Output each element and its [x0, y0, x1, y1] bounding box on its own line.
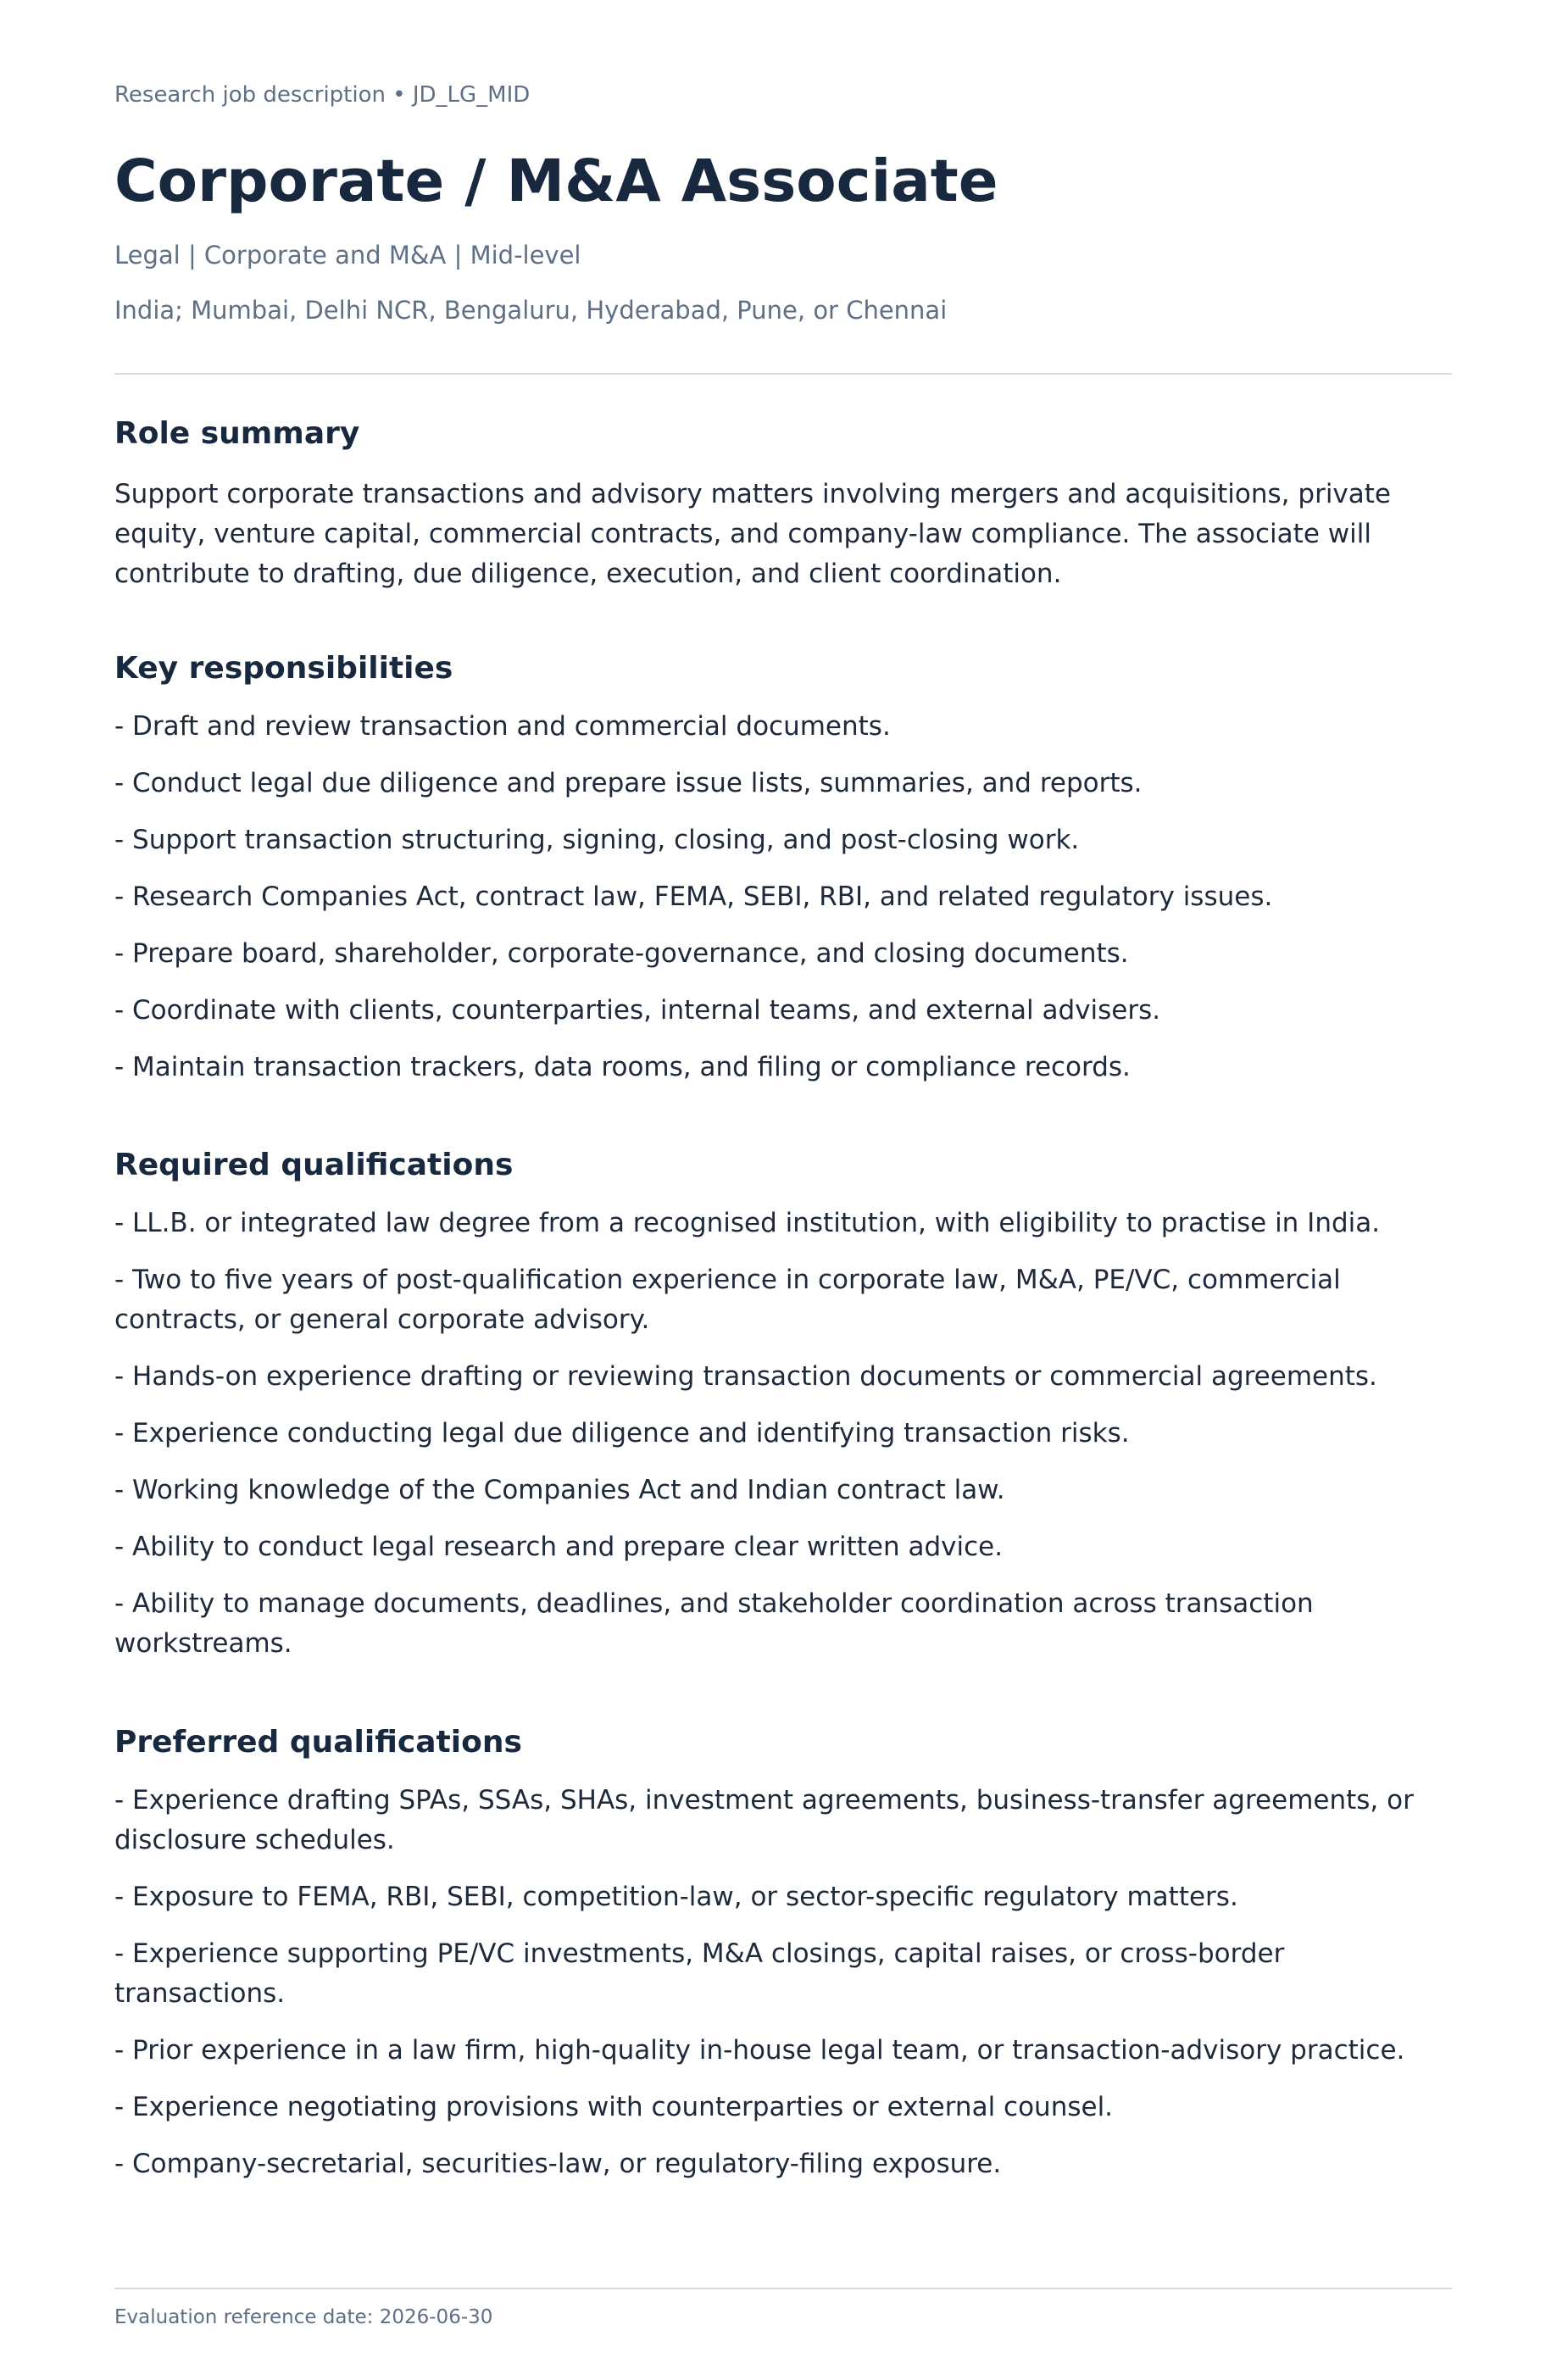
list-item: - Research Companies Act, contract law, FEMA, SEBI, RBI, and related regulatory issues.	[114, 881, 1273, 912]
required-qualifications-section	[114, 1147, 1452, 1681]
role-summary-text: Support corporate transactions and advisory matters involving mergers and acquisitions, private equity, venture capital, commercial contracts, and company-law compliance. The associate will contribute to drafting, due diligence, execution, and client coordination.	[114, 479, 1391, 589]
role-summary-section	[114, 415, 1452, 594]
required-qualifications-heading: Required qualifications	[114, 1148, 514, 1182]
preferred-qualifications-heading: Preferred qualifications	[114, 1725, 522, 1760]
responsibilities-section	[114, 650, 1452, 1104]
list-item: - Hands-on experience drafting or reviewing transaction documents or commercial agreements.	[114, 1361, 1377, 1392]
header-divider	[114, 373, 1452, 375]
preferred-qualifications-section	[114, 1724, 1452, 2201]
responsibilities-heading: Key responsibilities	[114, 651, 453, 686]
list-item: - Working knowledge of the Companies Act and Indian contract law.	[114, 1475, 1005, 1505]
preferred-qualifications-list	[114, 1781, 1452, 2184]
list-item: - Experience supporting PE/VC investments, M&A closings, capital raises, or cross-border transactions.	[114, 1938, 1285, 2009]
list-item: - Maintain transaction trackers, data rooms, and filing or compliance records.	[114, 1052, 1131, 1082]
list-item: - Ability to manage documents, deadlines, and stakeholder coordination across transaction workstreams.	[114, 1588, 1314, 1659]
list-item: - Ability to conduct legal research and prepare clear written advice.	[114, 1532, 1004, 1562]
role-location: India; Mumbai, Delhi NCR, Bengaluru, Hyderabad, Pune, or Chennai	[114, 296, 948, 325]
list-item: - Conduct legal due diligence and prepare issue lists, summaries, and reports.	[114, 768, 1143, 798]
role-summary-heading: Role summary	[114, 416, 360, 451]
responsibilities-list	[114, 707, 1452, 1087]
list-item: - Prior experience in a law firm, high-quality in-house legal team, or transaction-advisory practice.	[114, 2035, 1405, 2066]
list-item: - Two to five years of post-qualification experience in corporate law, M&A, PE/VC, commercial contracts, or general corporate advisory.	[114, 1265, 1341, 1335]
footer-divider	[114, 2288, 1452, 2289]
role-category: Legal | Corporate and M&A | Mid-level	[114, 241, 581, 270]
required-qualifications-list	[114, 1204, 1452, 1664]
list-item: - Company-secretarial, securities-law, or regulatory-filing exposure.	[114, 2149, 1002, 2179]
page-title: Corporate / M&A Associate	[114, 147, 998, 215]
list-item: - Support transaction structuring, signing, closing, and post-closing work.	[114, 825, 1080, 855]
list-item: - LL.B. or integrated law degree from a recognised institution, with eligibility to practise in India.	[114, 1208, 1381, 1238]
list-item: - Experience negotiating provisions with counterparties or external counsel.	[114, 2092, 1114, 2122]
list-item: - Draft and review transaction and commercial documents.	[114, 711, 891, 742]
document-eyebrow: Research job description • JD_LG_MID	[114, 82, 531, 108]
list-item: - Experience drafting SPAs, SSAs, SHAs, investment agreements, business-transfer agreements, or disclosure schedules.	[114, 1785, 1414, 1855]
list-item: - Coordinate with clients, counterparties, internal teams, and external advisers.	[114, 995, 1161, 1026]
footer-reference-date: Evaluation reference date: 2026-06-30	[114, 2306, 493, 2328]
list-item: - Exposure to FEMA, RBI, SEBI, competition-law, or sector-specific regulatory matters.	[114, 1882, 1238, 1912]
list-item: - Experience conducting legal due diligence and identifying transaction risks.	[114, 1418, 1130, 1449]
list-item: - Prepare board, shareholder, corporate-governance, and closing documents.	[114, 938, 1129, 969]
